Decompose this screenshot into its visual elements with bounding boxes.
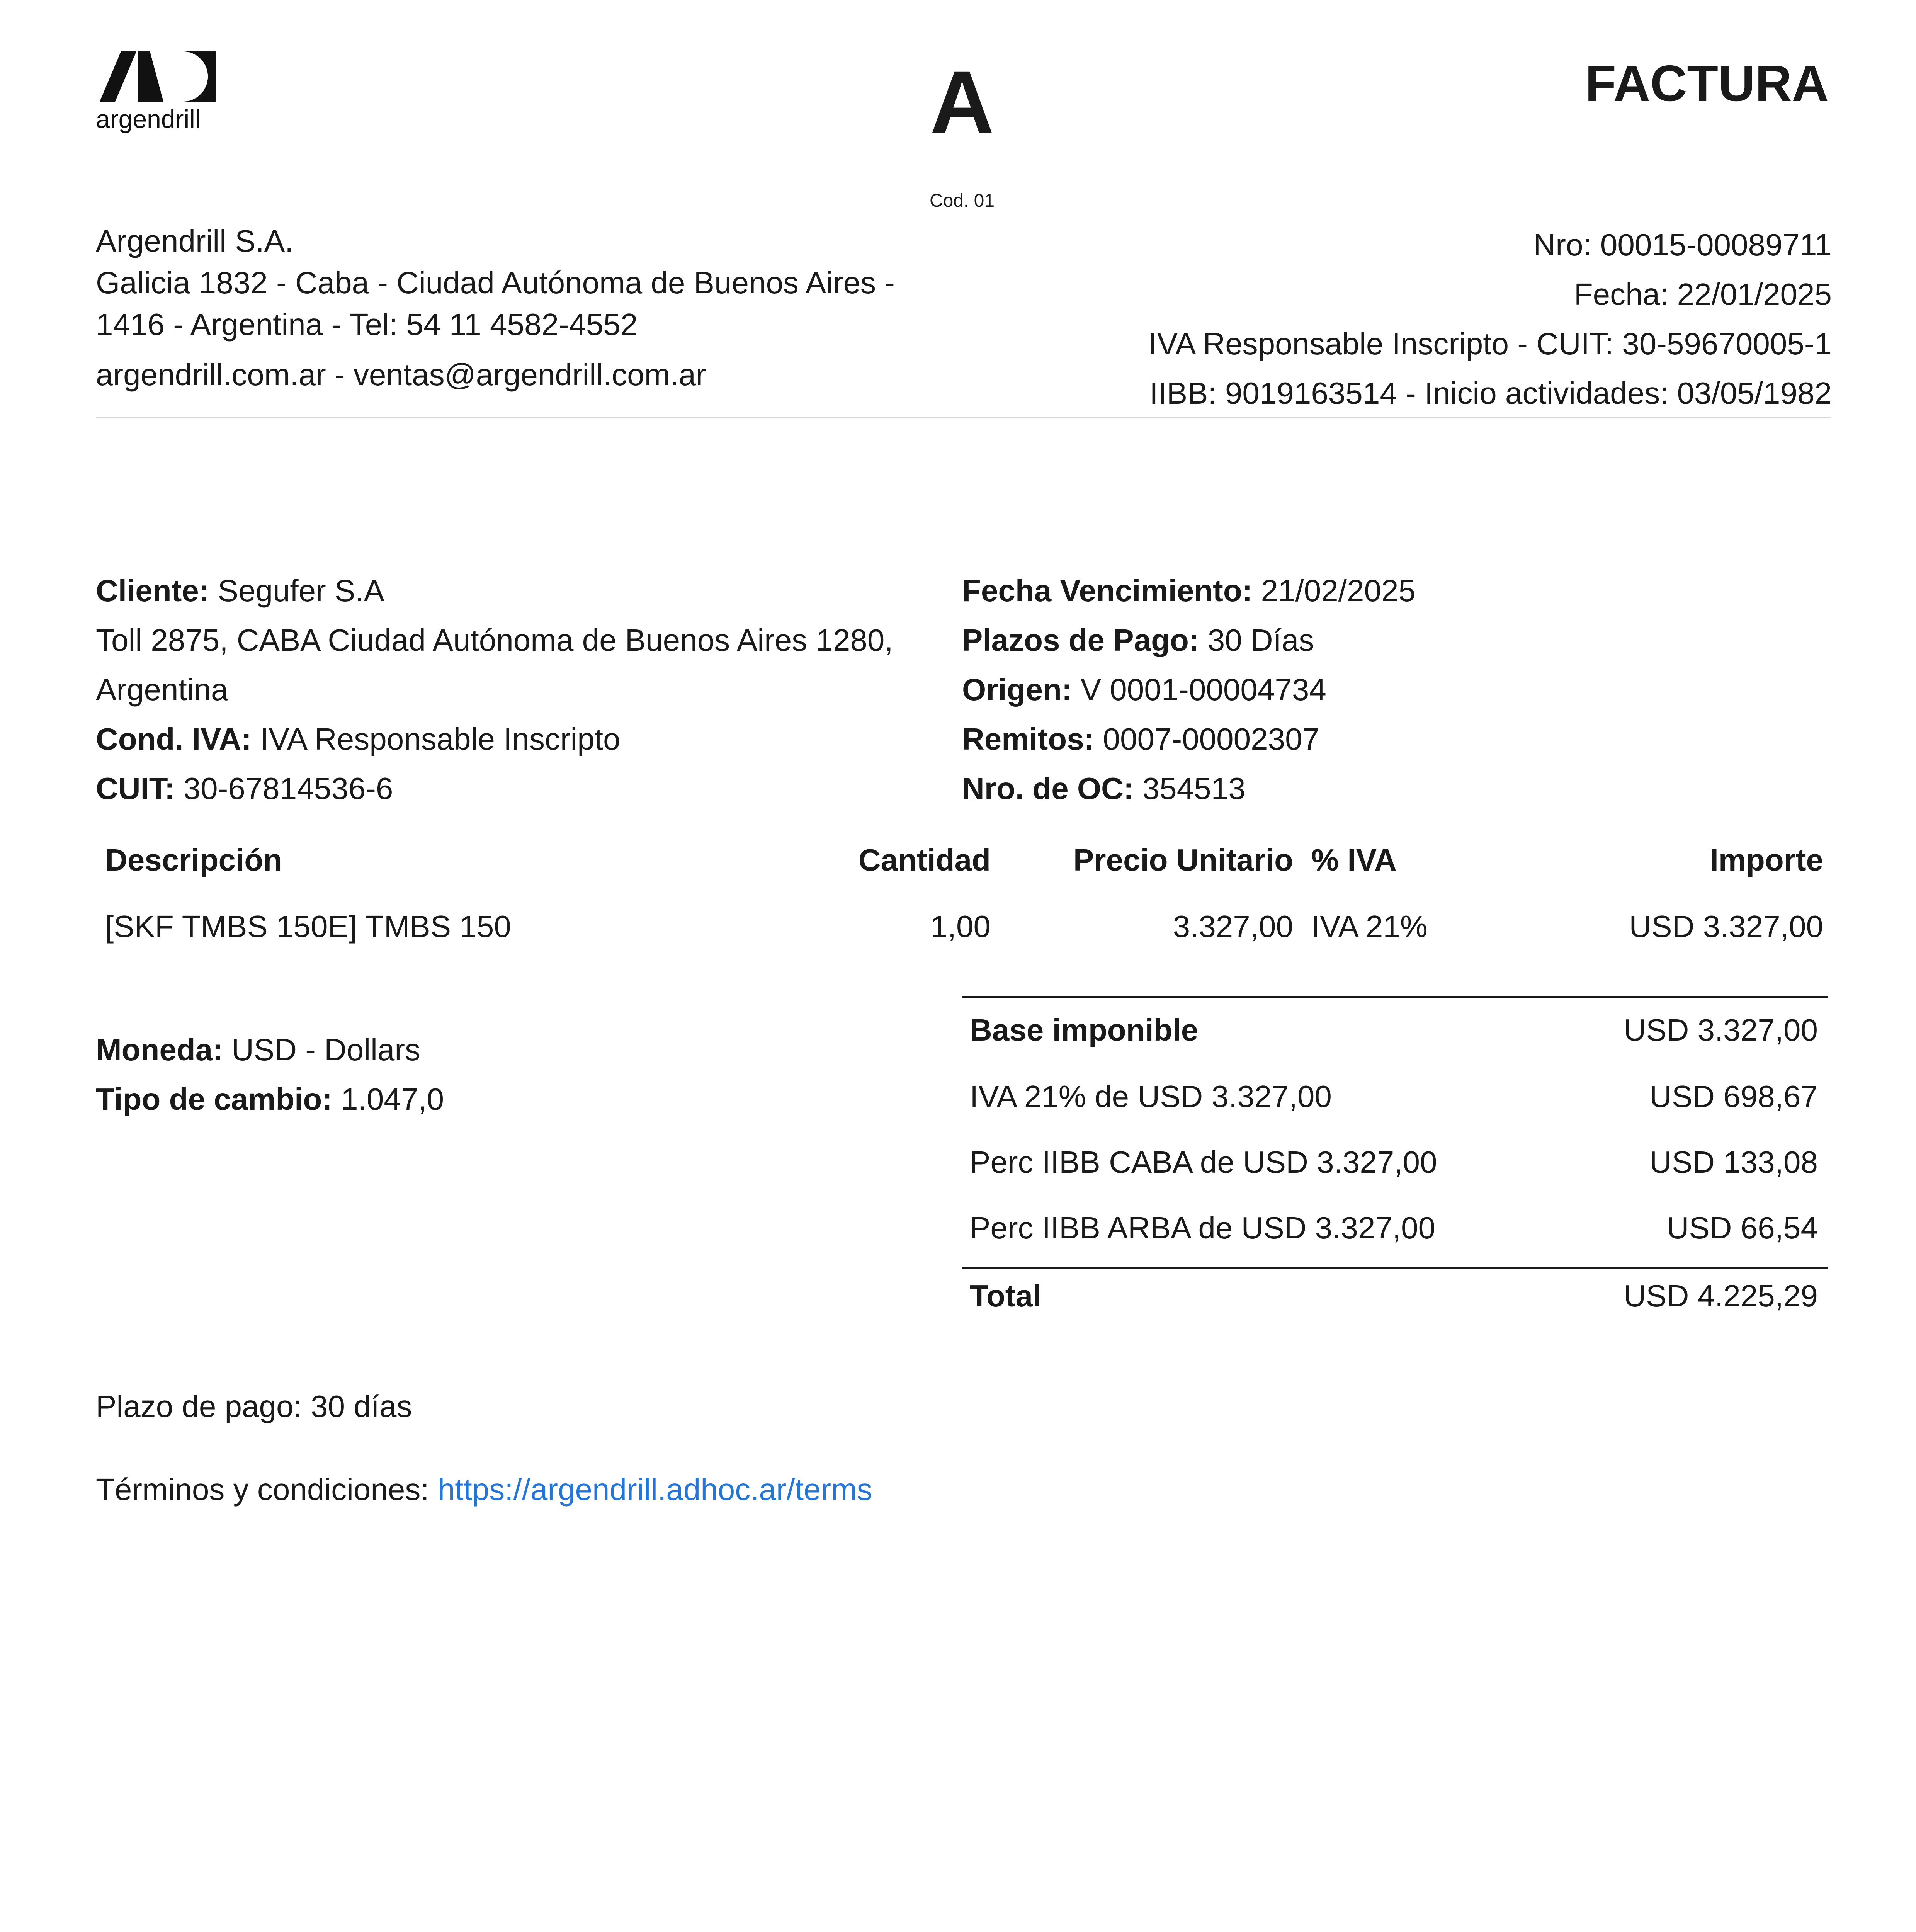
client-name: Segufer S.A	[218, 573, 384, 608]
payment-term: 30 Días	[1207, 623, 1314, 657]
client-cuit-line	[96, 764, 965, 813]
col-vat-header: % IVA	[1311, 843, 1397, 877]
exchange-rate-line	[96, 1079, 444, 1119]
origin: V 0001-00004734	[1080, 672, 1326, 707]
client-info	[96, 566, 965, 813]
currency-value: USD - Dollars	[231, 1032, 421, 1067]
origin-line	[962, 665, 1812, 714]
invoice-code: Cod. 01	[929, 190, 995, 211]
invoice-meta	[1149, 220, 1832, 418]
currency-label: Moneda:	[96, 1032, 223, 1067]
payment-term-label: Plazos de Pago:	[962, 623, 1199, 657]
iva-label: IVA 21% de USD 3.327,00	[970, 1079, 1332, 1114]
iibb-caba-label: Perc IIBB CABA de USD 3.327,00	[970, 1145, 1437, 1179]
invoice-letter: A	[930, 53, 995, 152]
po-line	[962, 764, 1812, 813]
client-iva-line	[96, 714, 965, 764]
payment-terms-info	[962, 566, 1812, 813]
payment-term-note: Plazo de pago: 30 días	[96, 1389, 412, 1423]
terms-label: Términos y condiciones:	[96, 1472, 429, 1507]
invoice-tax-status: IVA Responsable Inscripto - CUIT: 30-59670005-1	[1148, 327, 1832, 361]
client-address-line2: Argentina	[96, 672, 228, 707]
iibb-arba-row	[970, 1210, 1818, 1246]
invoice-date: Fecha: 22/01/2025	[1574, 277, 1832, 311]
client-iva: IVA Responsable Inscripto	[260, 722, 621, 756]
col-amount-header: Importe	[1710, 843, 1823, 877]
invoice-iibb: IIBB: 9019163514 - Inicio actividades: 03/05/1982	[1149, 376, 1832, 410]
due-date-line	[962, 566, 1812, 616]
taxable-base-row	[970, 1012, 1818, 1048]
col-description-header: Descripción	[105, 843, 282, 877]
item-unit-price: 3.327,00	[1173, 909, 1293, 944]
iibb-caba-value: USD 133,08	[1649, 1145, 1818, 1179]
exchange-rate: 1.047,0	[341, 1082, 444, 1116]
company-logo	[96, 49, 223, 138]
col-quantity-header: Cantidad	[858, 843, 991, 877]
taxable-base-value: USD 3.327,00	[1624, 1013, 1818, 1047]
iibb-arba-value: USD 66,54	[1666, 1211, 1818, 1245]
remitos-line	[962, 714, 1812, 764]
item-description: [SKF TMBS 150E] TMBS 150	[105, 909, 511, 944]
currency-line	[96, 1030, 420, 1070]
total-label: Total	[970, 1279, 1042, 1313]
argendrill-logo-icon	[100, 49, 227, 104]
exchange-rate-label: Tipo de cambio:	[96, 1082, 332, 1116]
due-date: 21/02/2025	[1261, 573, 1416, 608]
total-row	[970, 1278, 1818, 1314]
client-name-line	[96, 566, 965, 616]
po-label: Nro. de OC:	[962, 771, 1134, 806]
invoice-number: Nro: 00015-00089711	[1533, 228, 1832, 262]
iva-row	[970, 1079, 1818, 1114]
document-title: FACTURA	[1585, 55, 1829, 112]
taxable-base-label: Base imponible	[970, 1013, 1199, 1047]
issuer-address-line1: Galicia 1832 - Caba - Ciudad Autónoma de Buenos Aires -	[96, 265, 895, 300]
item-amount: USD 3.327,00	[1629, 909, 1823, 944]
iibb-caba-row	[970, 1145, 1818, 1180]
client-address-line1: Toll 2875, CABA Ciudad Autónoma de Buenos Aires 1280,	[96, 623, 893, 657]
iva-value: USD 698,67	[1649, 1079, 1818, 1114]
origin-label: Origen:	[962, 672, 1072, 707]
client-cuit: 30-67814536-6	[183, 771, 393, 806]
remitos: 0007-00002307	[1103, 722, 1320, 756]
client-name-label: Cliente:	[96, 573, 209, 608]
po-number: 354513	[1142, 771, 1246, 806]
item-vat: IVA 21%	[1311, 909, 1428, 944]
payment-term-line	[962, 616, 1812, 665]
client-cuit-label: CUIT:	[96, 771, 175, 806]
due-date-label: Fecha Vencimiento:	[962, 573, 1253, 608]
issuer-info	[96, 220, 1023, 396]
total-value: USD 4.225,29	[1624, 1279, 1818, 1313]
remitos-label: Remitos:	[962, 722, 1095, 756]
total-top-border	[962, 1267, 1828, 1269]
client-iva-label: Cond. IVA:	[96, 722, 252, 756]
header-divider	[96, 417, 1831, 418]
col-unit-price-header: Precio Unitario	[1073, 843, 1293, 877]
totals-top-border	[962, 996, 1828, 998]
issuer-web-email: argendrill.com.ar - ventas@argendrill.com.ar	[96, 357, 706, 392]
terms-conditions-line	[96, 1469, 872, 1510]
terms-link[interactable]: https://argendrill.adhoc.ar/terms	[437, 1472, 872, 1507]
iibb-arba-label: Perc IIBB ARBA de USD 3.327,00	[970, 1211, 1436, 1245]
logo-text: argendrill	[96, 105, 201, 133]
issuer-name: Argendrill S.A.	[96, 224, 294, 258]
item-quantity: 1,00	[930, 909, 991, 944]
issuer-address-line2: 1416 - Argentina - Tel: 54 11 4582-4552	[96, 307, 638, 342]
